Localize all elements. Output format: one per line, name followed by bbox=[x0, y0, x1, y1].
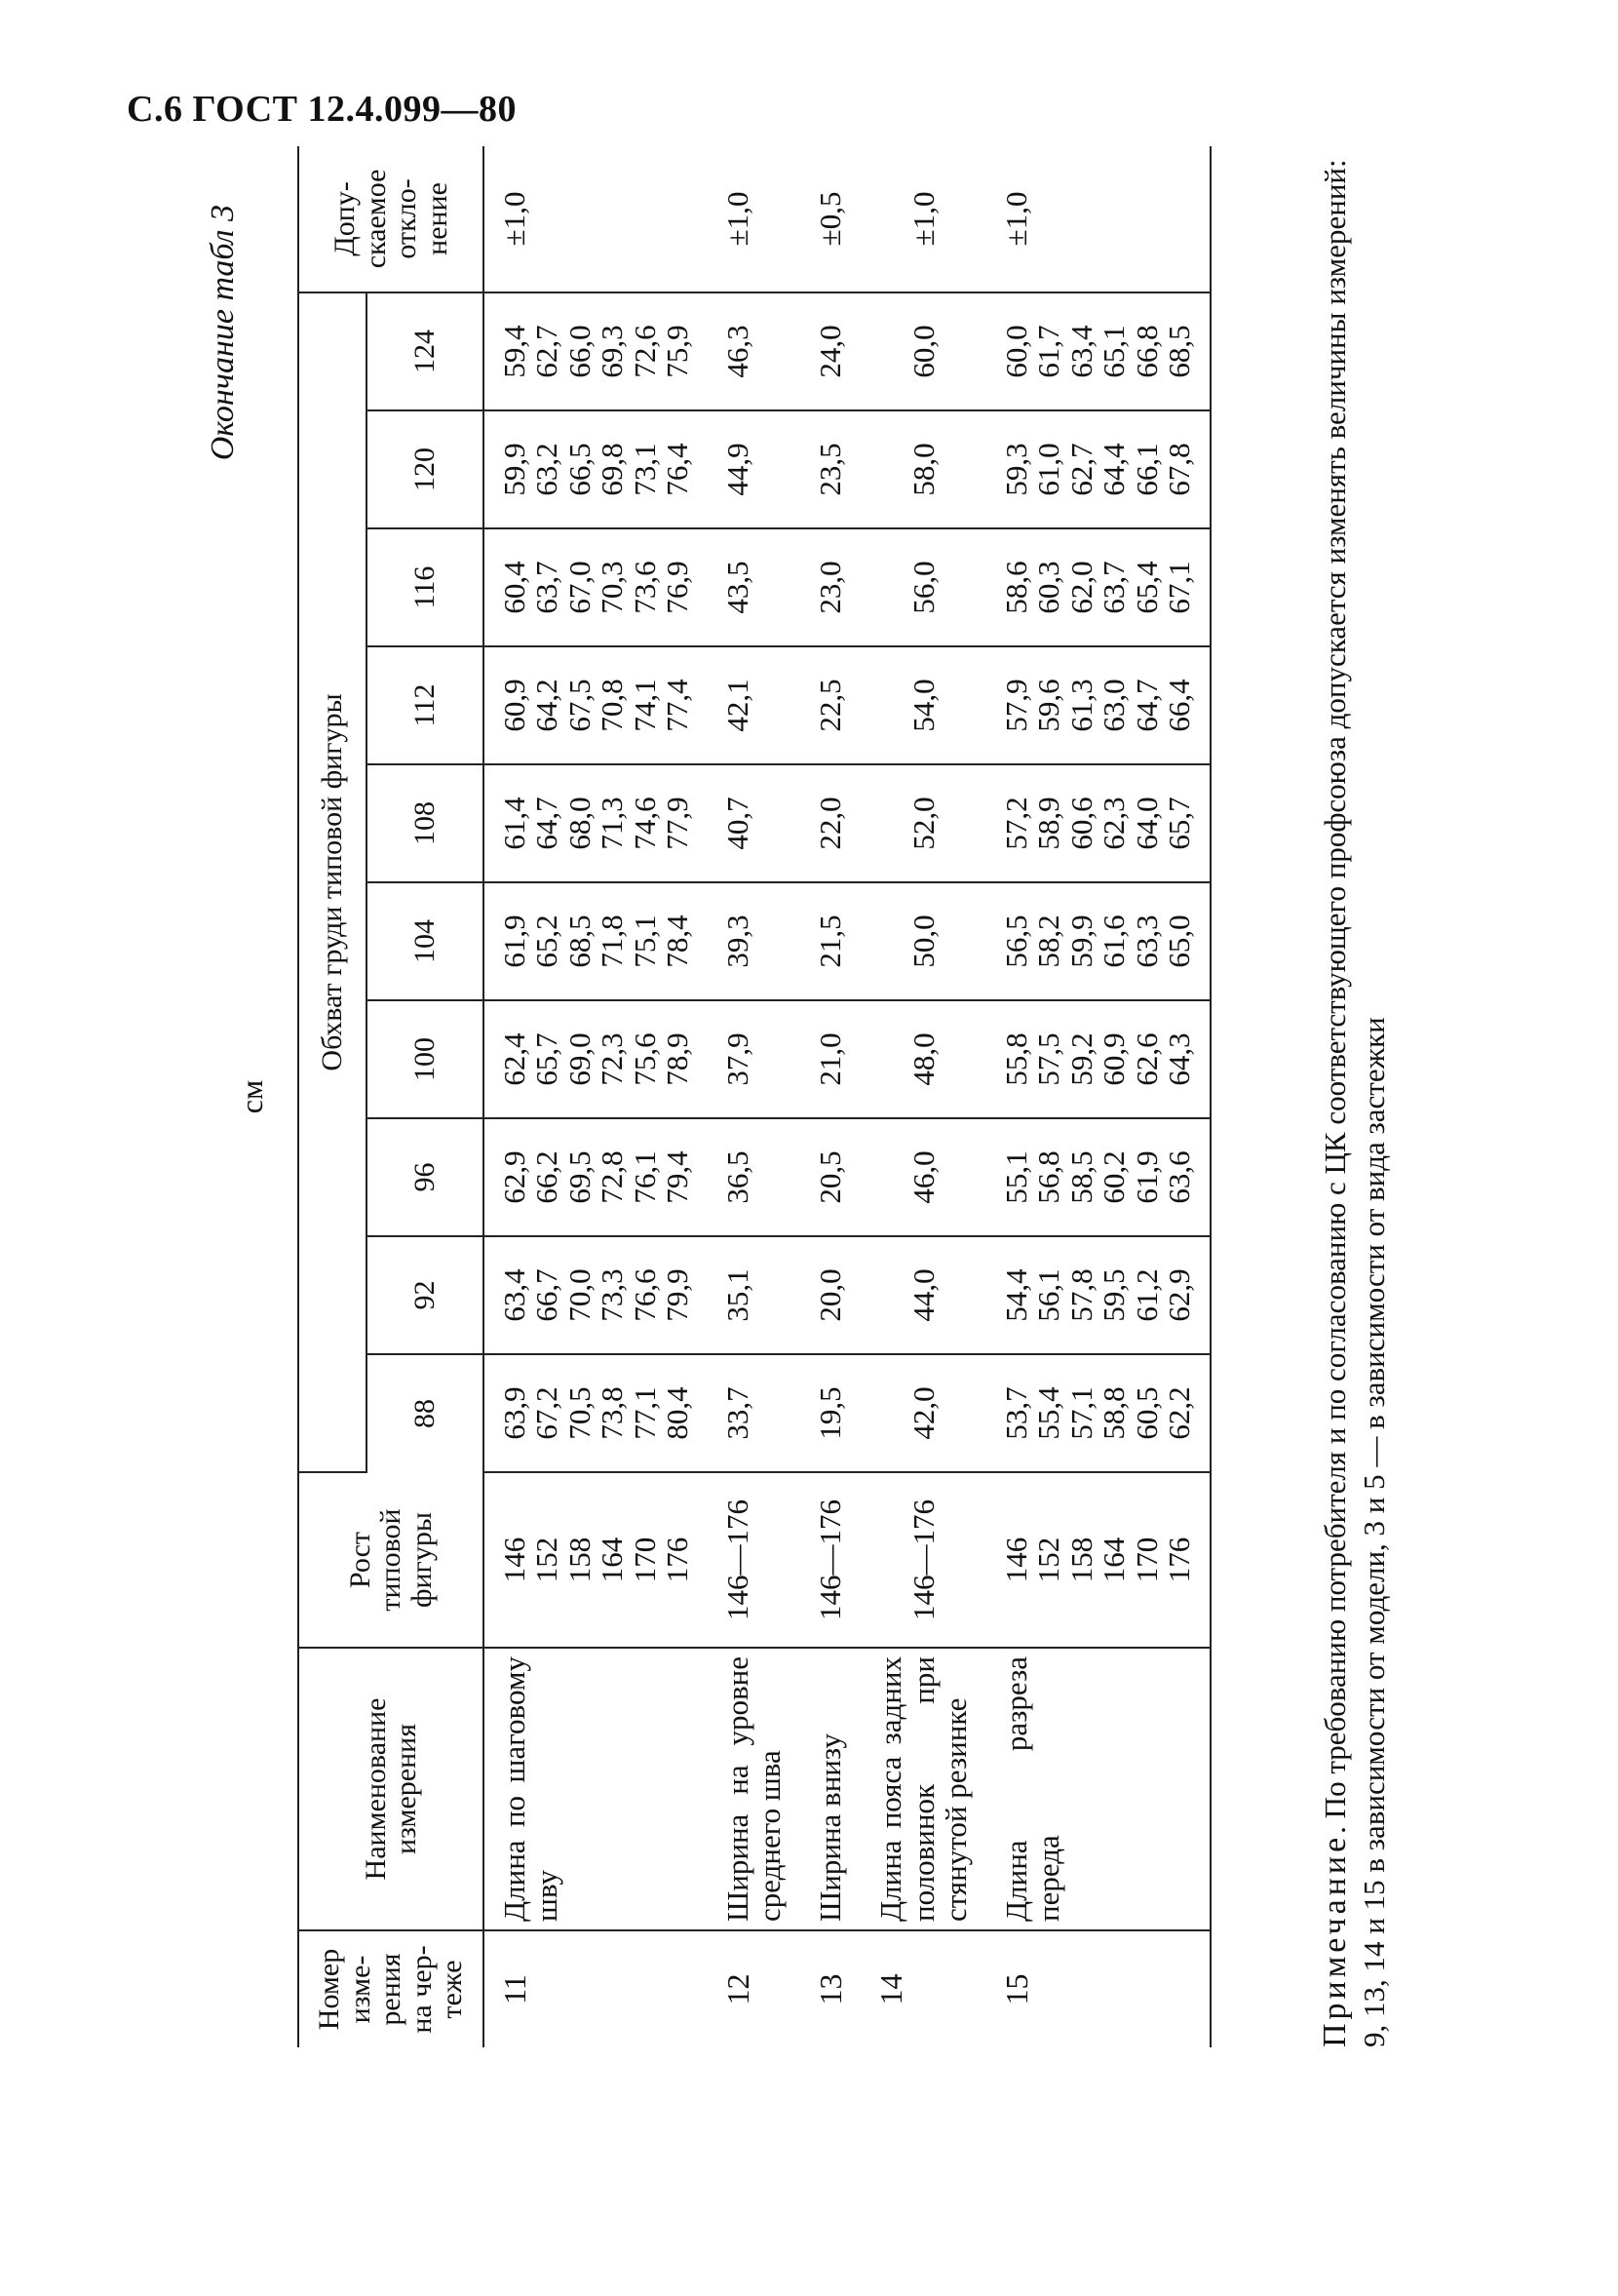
row-name: Длина пояса задних половинок при стянутой резинке bbox=[861, 1648, 985, 1930]
row-value: 60,9 64,2 67,5 70,8 74,1 77,4 bbox=[483, 646, 708, 764]
measurements-table bbox=[297, 146, 1212, 2047]
rotated-table-area bbox=[175, 146, 1462, 2047]
row-heights: 146—176 bbox=[708, 1472, 800, 1648]
row-value: 50,0 bbox=[861, 882, 985, 1000]
unit-label: см bbox=[234, 1079, 269, 1114]
row-value: 42,1 bbox=[708, 646, 800, 764]
row-heights: 146 152 158 164 170 176 bbox=[483, 1472, 708, 1648]
table-row bbox=[861, 146, 985, 2047]
col-header-chest: 100 bbox=[366, 1000, 483, 1118]
row-value: 56,0 bbox=[861, 528, 985, 646]
col-header-height: Рост типовой фигуры bbox=[298, 1472, 483, 1648]
row-value: 42,0 bbox=[861, 1354, 985, 1472]
row-value: 33,7 bbox=[708, 1354, 800, 1472]
row-value: 61,9 65,2 68,5 71,8 75,1 78,4 bbox=[483, 882, 708, 1000]
row-value: 22,5 bbox=[800, 646, 862, 764]
row-value: 58,6 60,3 62,0 63,7 65,4 67,1 bbox=[986, 528, 1211, 646]
row-value: 61,4 64,7 68,0 71,3 74,6 77,9 bbox=[483, 764, 708, 882]
row-name: Ширина на уровне среднего шва bbox=[708, 1648, 800, 1930]
col-header-chest: 92 bbox=[366, 1236, 483, 1354]
row-value: 23,5 bbox=[800, 410, 862, 528]
row-value: 55,1 56,8 58,5 60,2 61,9 63,6 bbox=[986, 1118, 1211, 1236]
row-value: 43,5 bbox=[708, 528, 800, 646]
row-tolerance: ±1,0 bbox=[986, 146, 1211, 292]
col-header-chest: 124 bbox=[366, 292, 483, 410]
row-value: 57,9 59,6 61,3 63,0 64,7 66,4 bbox=[986, 646, 1211, 764]
col-header-chest: 88 bbox=[366, 1354, 483, 1472]
row-value: 21,0 bbox=[800, 1000, 862, 1118]
col-header-tolerance: Допу-скаемое откло-нение bbox=[298, 146, 483, 292]
row-value: 35,1 bbox=[708, 1236, 800, 1354]
row-tolerance: ±1,0 bbox=[708, 146, 800, 292]
row-heights: 146 152 158 164 170 176 bbox=[986, 1472, 1211, 1648]
row-number: 12 bbox=[719, 1973, 755, 2005]
row-value: 46,0 bbox=[861, 1118, 985, 1236]
row-value: 54,4 56,1 57,8 59,5 61,2 62,9 bbox=[986, 1236, 1211, 1354]
header-row-group bbox=[298, 146, 366, 2047]
row-value: 59,9 63,2 66,5 69,8 73,1 76,4 bbox=[483, 410, 708, 528]
col-header-chest: 120 bbox=[366, 410, 483, 528]
row-value: 60,0 61,7 63,4 65,1 66,8 68,5 bbox=[986, 292, 1211, 410]
row-value: 22,0 bbox=[800, 764, 862, 882]
row-value: 44,9 bbox=[708, 410, 800, 528]
row-value: 36,5 bbox=[708, 1118, 800, 1236]
row-value: 20,0 bbox=[800, 1236, 862, 1354]
row-value: 23,0 bbox=[800, 528, 862, 646]
row-value: 58,0 bbox=[861, 410, 985, 528]
row-number: 11 bbox=[497, 1974, 532, 2004]
note-label: Примечание bbox=[1317, 1833, 1353, 2047]
row-value: 54,0 bbox=[861, 646, 985, 764]
row-value: 60,4 63,7 67,0 70,3 73,6 76,9 bbox=[483, 528, 708, 646]
row-value: 53,7 55,4 57,1 58,8 60,5 62,2 bbox=[986, 1354, 1211, 1472]
row-value: 24,0 bbox=[800, 292, 862, 410]
table-row bbox=[708, 146, 800, 2047]
row-number: 14 bbox=[873, 1973, 909, 2005]
row-name: Ширина внизу bbox=[800, 1648, 862, 1930]
row-value: 59,4 62,7 66,0 69,3 72,6 75,9 bbox=[483, 292, 708, 410]
table-note bbox=[1316, 146, 1392, 2047]
col-header-chest: 112 bbox=[366, 646, 483, 764]
table-row bbox=[986, 146, 1211, 2047]
col-header-chest: 96 bbox=[366, 1118, 483, 1236]
col-header-chest: 108 bbox=[366, 764, 483, 882]
col-header-chest: 104 bbox=[366, 882, 483, 1000]
row-value: 63,4 66,7 70,0 73,3 76,6 79,9 bbox=[483, 1236, 708, 1354]
row-tolerance: ±1,0 bbox=[483, 146, 708, 292]
note-text: . По требованию потребителя и по согласованию с ЦК соответствующего профсоюза допускается изменять величины измерений: 9, 13, 14 и 15 в зависимости от модели, 3 и 5 — в зависимости от вида застежки bbox=[1318, 159, 1391, 2047]
row-name: Длина по шаговому шву bbox=[483, 1648, 708, 1930]
row-name: Длина разреза переда bbox=[986, 1648, 1211, 1930]
row-value: 40,7 bbox=[708, 764, 800, 882]
page-header: С.6 ГОСТ 12.4.099—80 bbox=[127, 89, 517, 130]
row-value: 44,0 bbox=[861, 1236, 985, 1354]
row-number: 13 bbox=[812, 1973, 848, 2005]
row-value: 19,5 bbox=[800, 1354, 862, 1472]
row-value: 39,3 bbox=[708, 882, 800, 1000]
table-row bbox=[483, 146, 708, 2047]
row-value: 56,5 58,2 59,9 61,6 63,3 65,0 bbox=[986, 882, 1211, 1000]
row-value: 62,4 65,7 69,0 72,3 75,6 78,9 bbox=[483, 1000, 708, 1118]
row-value: 21,5 bbox=[800, 882, 862, 1000]
table-row bbox=[800, 146, 862, 2047]
row-value: 59,3 61,0 62,7 64,4 66,1 67,8 bbox=[986, 410, 1211, 528]
row-heights: 146—176 bbox=[800, 1472, 862, 1648]
table-continuation-title: Окончание табл 3 bbox=[205, 205, 241, 461]
row-value: 48,0 bbox=[861, 1000, 985, 1118]
row-value: 52,0 bbox=[861, 764, 985, 882]
row-tolerance: ±1,0 bbox=[861, 146, 985, 292]
row-value: 20,5 bbox=[800, 1118, 862, 1236]
row-value: 57,2 58,9 60,6 62,3 64,0 65,7 bbox=[986, 764, 1211, 882]
row-value: 46,3 bbox=[708, 292, 800, 410]
col-header-chest: 116 bbox=[366, 528, 483, 646]
col-header-name: Наименование измерения bbox=[298, 1648, 483, 1930]
row-value: 62,9 66,2 69,5 72,8 76,1 79,4 bbox=[483, 1118, 708, 1236]
row-value: 63,9 67,2 70,5 73,8 77,1 80,4 bbox=[483, 1354, 708, 1472]
row-number: 15 bbox=[986, 1930, 1211, 2047]
row-tolerance: ±0,5 bbox=[800, 146, 862, 292]
col-header-number: Номер изме-рения на чер-теже bbox=[298, 1930, 483, 2047]
row-value: 55,8 57,5 59,2 60,9 62,6 64,3 bbox=[986, 1000, 1211, 1118]
row-heights: 146—176 bbox=[861, 1472, 985, 1648]
row-value: 37,9 bbox=[708, 1000, 800, 1118]
col-header-chest-group: Обхват груди типовой фигуры bbox=[298, 292, 366, 1472]
row-value: 60,0 bbox=[861, 292, 985, 410]
